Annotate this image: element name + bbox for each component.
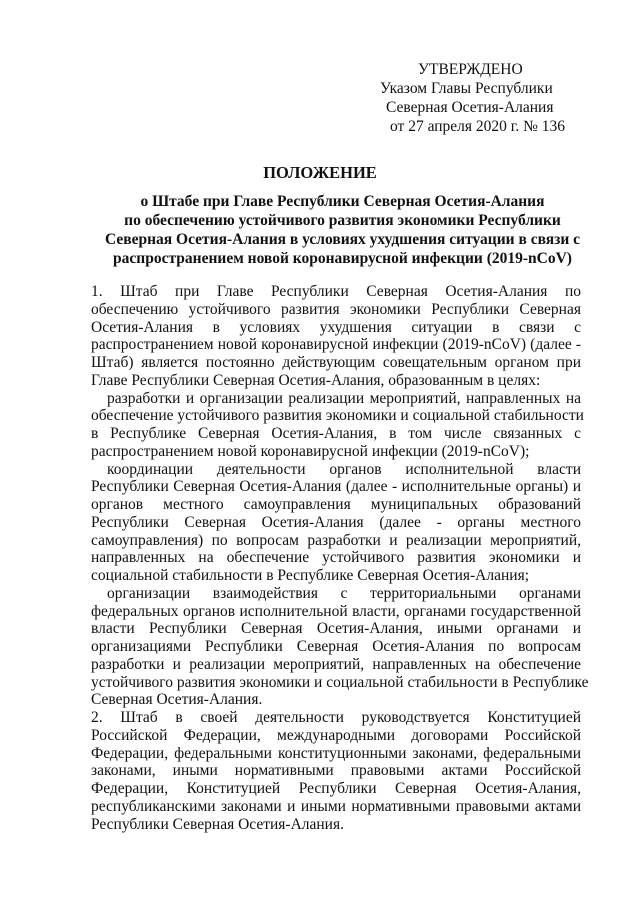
text-line: органов местного самоуправления муниципальных образований	[91, 496, 581, 513]
text-line: Главе Республики Северная Осетия-Алания, образованным в целях:	[91, 371, 541, 389]
text-line: Штаб) является постоянно действующим совещательным органом при	[91, 354, 581, 371]
text-line: законами, иными нормативными правовыми актами Российской	[91, 762, 581, 780]
approval-line: УТВЕРЖДЕНО	[418, 61, 523, 78]
paragraph-5	[91, 709, 581, 833]
text-line: координации деятельности органов исполнительной власти	[107, 460, 581, 478]
text-line: 1. Штаб при Главе Республики Северная Осетия-Алания по	[91, 283, 581, 300]
approval-stamp	[380, 60, 580, 136]
text-line: распространением новой коронавирусной инфекции (2019-nCoV);	[91, 442, 530, 460]
text-line: социальной стабильности в Республике Северная Осетия-Алания;	[91, 567, 530, 584]
text-line: Федерации, Конституцией Республики Северная Осетия-Алания,	[91, 780, 581, 797]
text-line: Северная Осетия-Алания.	[91, 691, 263, 709]
subtitle-line: по обеспечению устойчивого развития экономики Республики	[124, 212, 561, 229]
paragraph-1	[91, 283, 581, 390]
document-title: ПОЛОЖЕНИЕ	[263, 163, 377, 182]
subtitle-line: Северная Осетия-Алания в условиях ухудшения ситуации в связи с	[104, 231, 581, 248]
document-subtitle	[100, 192, 585, 268]
text-line: организациями Республики Северная Осетия-Алания по вопросам	[91, 638, 581, 655]
text-line: устойчивого развития экономики и социальной стабильности в Республике	[91, 673, 589, 691]
text-line: федеральных органов исполнительной власти, органами государственной	[91, 602, 581, 620]
text-line: распространением новой коронавирусной инфекции (2019-nCoV) (далее -	[91, 336, 581, 354]
approval-line: Указом Главы Республики	[380, 80, 553, 97]
text-line: разработки и организации реализации мероприятий, направленных на	[107, 389, 581, 407]
text-line: Российской Федерации, международными договорами Российской	[91, 726, 581, 744]
text-line: направленных на обеспечение устойчивого развития экономики и	[91, 549, 581, 567]
text-line: обеспечение устойчивого развития экономики и социальной стабильности	[91, 407, 584, 425]
paragraph-2	[91, 389, 584, 461]
text-line: Республики Северная Осетия-Алания.	[91, 815, 344, 833]
text-line: в Республике Северная Осетия-Алания, в том числе связанных с	[91, 425, 581, 442]
text-line: Республики Северная Осетия-Алания (далее - исполнительные органы) и	[91, 478, 581, 496]
paragraph-4	[91, 584, 589, 709]
subtitle-line: распространением новой коронавирусной инфекции (2019-nCoV)	[113, 250, 572, 267]
approval-line: Северная Осетия-Алания	[386, 99, 554, 116]
paragraph-3	[91, 461, 581, 585]
text-line: 2. Штаб в своей деятельности руководствуется Конституцией	[91, 709, 581, 726]
subtitle-line: о Штабе при Главе Республики Северная Осетия-Алания	[140, 193, 545, 210]
text-line: организации взаимодействия с территориальными органами	[107, 584, 581, 602]
document-body	[91, 283, 589, 833]
text-line: республиканскими законами и иными нормативными правовыми актами	[91, 797, 581, 815]
text-line: Осетия-Алания в условиях ухудшения ситуации в связи с	[91, 318, 581, 336]
text-line: Федерации, федеральными конституционными законами, федеральными	[91, 744, 581, 762]
text-line: самоуправления) по вопросам разработки и реализации мероприятий,	[91, 531, 581, 549]
text-line: власти Республики Северная Осетия-Алания, иными органами и	[91, 620, 581, 638]
text-line: обеспечению устойчивого развития экономики Республики Северная	[91, 300, 581, 318]
text-line: разработки и реализации мероприятий, направленных на обеспечение	[91, 655, 581, 673]
text-line: Республики Северная Осетия-Алания (далее - органы местного	[91, 513, 581, 531]
approval-line: от 27 апреля 2020 г. № 136	[390, 118, 566, 135]
